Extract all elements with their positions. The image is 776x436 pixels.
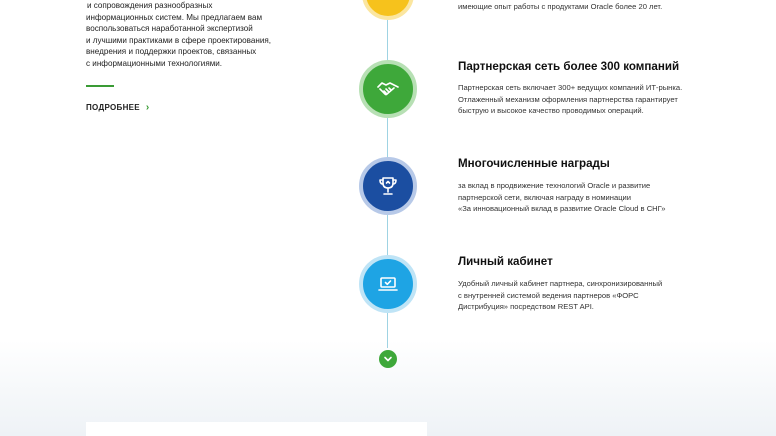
item-description [458, 82, 758, 117]
item-title: Многочисленные награды [458, 157, 610, 170]
intro-line: и сопровождения разнообразных [87, 1, 213, 10]
timeline-node-top [362, 0, 414, 20]
handshake-icon [359, 60, 417, 118]
green-divider [86, 85, 114, 87]
desc-line: Дистрибуция» посредством REST API. [458, 302, 594, 311]
intro-line: информационных систем. Мы предлагаем вам [86, 12, 263, 22]
item-description [458, 180, 758, 215]
next-section-card [86, 422, 427, 436]
trophy-icon [359, 157, 417, 215]
item-description [458, 278, 758, 313]
desc-line: быструю и высокое качество проводимых операций. [458, 106, 644, 115]
intro-line: и лучшими практиками в сфере проектирования, [86, 35, 271, 45]
desc-line: с внутренней системой ведения партнеров «ФОРС [458, 290, 639, 300]
scroll-down-button[interactable] [379, 350, 397, 368]
laptop-icon [359, 255, 417, 313]
more-link[interactable] [86, 102, 150, 113]
intro-text [86, 0, 286, 69]
top-fragment: имеющие опыт работы с продуктами Oracle более 20 лет. [458, 2, 663, 11]
desc-line: Удобный личный кабинет партнера, синхронизированный [458, 279, 663, 288]
desc-line: Партнерская сеть включает 300+ ведущих компаний ИТ-рынка. [458, 83, 683, 92]
chevron-right-icon: › [145, 102, 150, 113]
more-link-label: ПОДРОБНЕЕ [86, 103, 140, 112]
chevron-down-icon [383, 354, 393, 364]
item-title: Личный кабинет [458, 255, 553, 268]
intro-line: внедрения и поддержки проектов, связанных [86, 47, 257, 56]
desc-line: за вклад в продвижение технологий Oracle и развитие [458, 181, 651, 190]
item-title: Партнерская сеть более 300 компаний [458, 60, 680, 73]
intro-line: с информационными технологиями. [86, 58, 223, 68]
intro-line: воспользоваться наработанной экспертизой [86, 24, 253, 33]
desc-line: Отлаженный механизм оформления партнерства гарантирует [458, 94, 678, 104]
desc-line: партнерской сети, включая награду в номинации [458, 192, 632, 202]
desc-line: «За инновационный вклад в развитие Oracle Cloud в СНГ» [458, 204, 666, 213]
